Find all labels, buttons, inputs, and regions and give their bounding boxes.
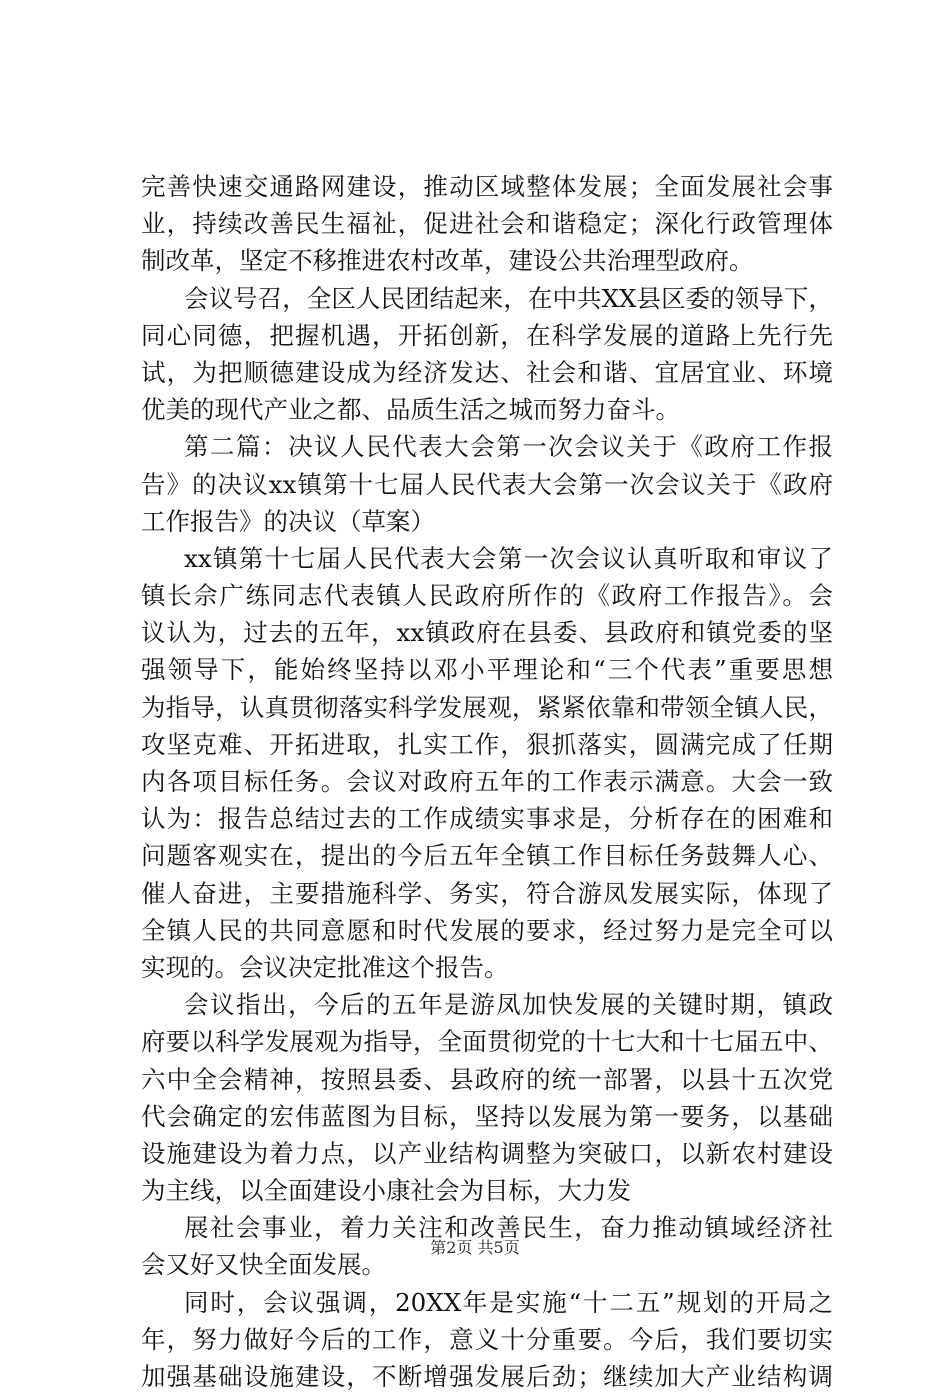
text-line: 年，努力做好今后的工作，意义十分重要。今后，我们要切实 xyxy=(141,1324,833,1354)
text-line: 设施建设为着力点，以产业结构调整为突破口，以新农村建设 xyxy=(141,1138,833,1168)
text-line: 代会确定的宏伟蓝图为目标，坚持以发展为第一要务，以基础 xyxy=(141,1101,833,1131)
text-line: 试，为把顺德建设成为经济发达、社会和谐、宜居宜业、环境 xyxy=(141,357,833,387)
text-line: 府要以科学发展观为指导，全面贯彻党的十七大和十七届五中、 xyxy=(141,1027,833,1057)
text-line: 为主线，以全面建设小康社会为目标，大力发 xyxy=(141,1176,631,1206)
text-line: 问题客观实在，提出的今后五年全镇工作目标任务鼓舞人心、 xyxy=(141,841,833,871)
text-line: 攻坚克难、开拓进取，扎实工作，狠抓落实，圆满完成了任期 xyxy=(141,729,833,759)
text-line: 制改革，坚定不移推进农村改革，建设公共治理型政府。 xyxy=(141,246,754,276)
text-line: 告》的决议xx镇第十七届人民代表大会第一次会议关于《政府 xyxy=(141,469,833,499)
text-line: 认为：报告总结过去的工作成绩实事求是，分析存在的困难和 xyxy=(141,804,833,834)
page-footer: 第2页 共5页 xyxy=(430,1238,520,1257)
text-line: 加强基础设施建设，不断增强发展后劲；继续加大产业结构调 xyxy=(141,1362,833,1391)
text-line: 全镇人民的共同意愿和时代发展的要求，经过努力是完全可以 xyxy=(141,915,833,945)
text-line: 六中全会精神，按照县委、县政府的统一部署，以县十五次党 xyxy=(141,1064,833,1094)
text-line: 工作报告》的决议（草案） xyxy=(141,506,435,536)
text-line: xx镇第十七届人民代表大会第一次会议认真听取和审议了 xyxy=(184,543,833,573)
text-line: 同时，会议强调，20XX年是实施“十二五”规划的开局之 xyxy=(184,1287,833,1317)
document-body xyxy=(141,168,833,1395)
text-line: 实现的。会议决定批准这个报告。 xyxy=(141,952,509,982)
text-line: 催人奋进，主要措施科学、务实，符合游凤发展实际，体现了 xyxy=(141,878,833,908)
text-line: 会议指出，今后的五年是游凤加快发展的关键时期，镇政 xyxy=(184,990,833,1020)
text-line: 为指导，认真贯彻落实科学发展观，紧紧依靠和带领全镇人民， xyxy=(141,692,833,722)
text-line: 强领导下，能始终坚持以邓小平理论和“三个代表”重要思想 xyxy=(141,655,833,685)
text-line: 议认为，过去的五年，xx镇政府在县委、县政府和镇党委的坚 xyxy=(141,618,833,648)
text-line: 第二篇：决议人民代表大会第一次会议关于《政府工作报 xyxy=(184,432,833,462)
text-line: 会又好又快全面发展。 xyxy=(141,1250,386,1280)
text-line: 同心同德，把握机遇，开拓创新，在科学发展的道路上先行先 xyxy=(141,320,833,350)
text-line: 展社会事业，着力关注和改善民生，奋力推动镇域经济社 xyxy=(184,1213,833,1243)
text-line: 完善快速交通路网建设，推动区域整体发展；全面发展社会事 xyxy=(141,172,833,201)
text-line: 会议号召，全区人民团结起来，在中共XX县区委的领导下， xyxy=(184,283,833,313)
text-line: 优美的现代产业之都、品质生活之城而努力奋斗。 xyxy=(141,395,680,425)
text-line: 内各项目标任务。会议对政府五年的工作表示满意。大会一致 xyxy=(141,767,833,796)
text-line: 业，持续改善民生福祉，促进社会和谐稳定；深化行政管理体 xyxy=(141,209,833,239)
text-line: 镇长佘广练同志代表镇人民政府所作的《政府工作报告》。会 xyxy=(141,581,833,611)
